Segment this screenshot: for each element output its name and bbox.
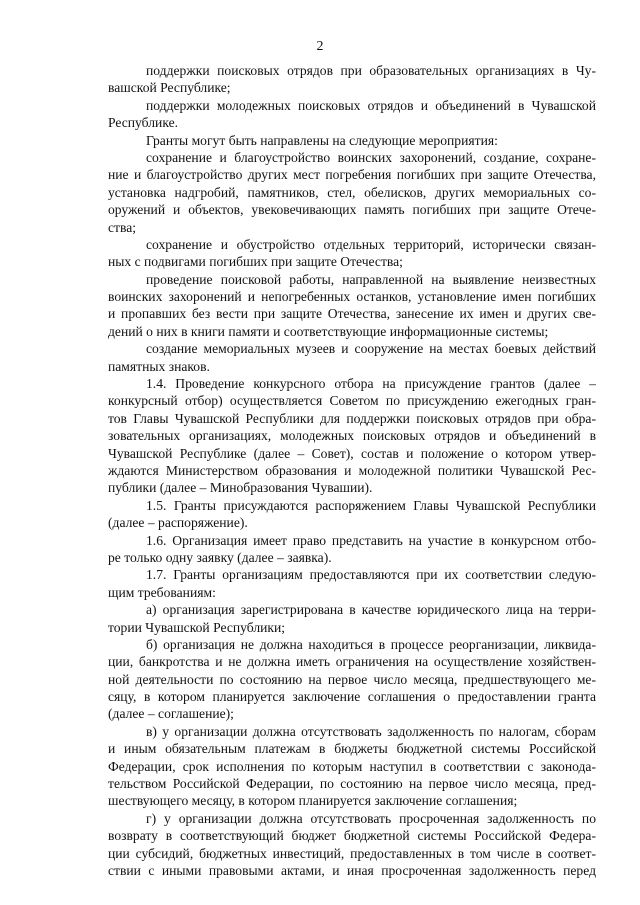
text-line: оружений и объектов, увековечивающих память погибших при защите Отече- [108,202,596,218]
text-line: тории Чувашской Республики; [108,619,286,635]
text-line: б) организация не должна находиться в процессе реорганизации, ликвида- [146,636,596,652]
text-line: тов Главы Чувашской Республики для поддержки поисковых отрядов при обра- [108,410,596,426]
text-line: создание мемориальных музеев и сооружение на местах боевых действий [146,341,596,357]
text-line: а) организация зарегистрирована в качестве юридического лица на терри- [146,602,596,618]
text-line: сохранение и обустройство отдельных территорий, исторически связан- [146,236,596,252]
text-line: тельством Российской Федерации, по состоянию на первое число месяца, пред- [108,776,596,792]
text-line: вашской Республике; [108,80,231,96]
text-line: ции, банкротства и не должна иметь ограничения на осуществление хозяйствен- [108,654,596,670]
text-line: сяцу, в котором планируется заключение соглашения о предоставлении гранта [108,689,596,705]
text-line: 1.5. Гранты присуждаются распоряжением Главы Чувашской Республики [146,497,596,513]
text-line: шествующего месяцу, в котором планируется заключение соглашения; [108,793,518,809]
text-line: ства; [108,219,137,235]
text-line: (далее – соглашение); [108,706,234,722]
text-line: зовательных организациях, молодежных поисковых отрядов и объединений в [108,428,596,444]
text-line: конкурсный отбор) осуществляется Советом по присуждению ежегодных гран- [108,393,596,409]
text-line: дений о них в книги памяти и соответствующие информационные системы; [108,323,549,339]
text-line: проведение поисковой работы, направленной на выявление неизвестных [146,271,596,287]
text-line: воинских захоронений и непогребенных останков, установление имен погибших [108,289,596,305]
text-line: ре только одну заявку (далее – заявка). [108,549,332,565]
text-line: (далее – распоряжение). [108,515,248,531]
text-line: ствии с иными правовыми актами, и иная просроченная задолженность перед [108,862,596,878]
text-line: г) у организации должна отсутствовать просроченная задолженность по [146,810,596,826]
text-line: памятных знаков. [108,358,210,374]
text-line: Федерации, срок исполнения по которым наступил в соответствии с законода- [108,758,596,774]
text-line: ной деятельности по состоянию на первое число месяца, предшествующего ме- [108,671,596,687]
text-line: Чувашской Республике (далее – Совет), состав и положение о котором утвер- [108,445,596,461]
text-line: поддержки молодежных поисковых отрядов и объединений в Чувашской [146,97,596,113]
text-line: Республике. [108,115,179,131]
text-line: и пропавших без вести при защите Отечества, занесение их имен и других све- [108,306,596,322]
text-line: установка надгробий, памятников, стел, обелисков, других мемориальных со- [108,184,596,200]
text-line: возврату в соответствующий бюджет бюджетной системы Российской Федера- [108,828,596,844]
text-line: 1.4. Проведение конкурсного отбора на присуждение грантов (далее – [146,376,596,392]
text-line: ции субсидий, бюджетных инвестиций, предоставленных в том числе в соответ- [108,845,596,861]
page-number: 2 [316,39,324,54]
text-line: 1.7. Гранты организациям предоставляются при их соответствии следую- [146,567,596,583]
text-line: в) у организации должна отсутствовать задолженность по налогам, сборам [146,723,596,739]
text-line: ние и благоустройство других мест погребения погибших при защите Отечества, [108,167,596,183]
text-line: публики (далее – Минобразования Чувашии). [108,480,373,496]
text-line: ных с подвигами погибших при защите Отечества; [108,254,403,270]
text-line: поддержки поисковых отрядов при образовательных организациях в Чу- [146,63,596,78]
document-text [108,62,596,879]
text-line: 1.6. Организация имеет право представить на участие в конкурсном отбо- [146,532,596,548]
text-line: и иным обязательным платежам в бюджеты бюджетной системы Российской [108,741,596,757]
text-line: ждаются Министерством образования и молодежной политики Чувашской Рес- [108,462,596,478]
text-line: Гранты могут быть направлены на следующие мероприятия: [146,132,498,148]
text-line: щим требованиям: [108,584,216,600]
text-line: сохранение и благоустройство воинских захоронений, создание, сохране- [146,149,596,165]
